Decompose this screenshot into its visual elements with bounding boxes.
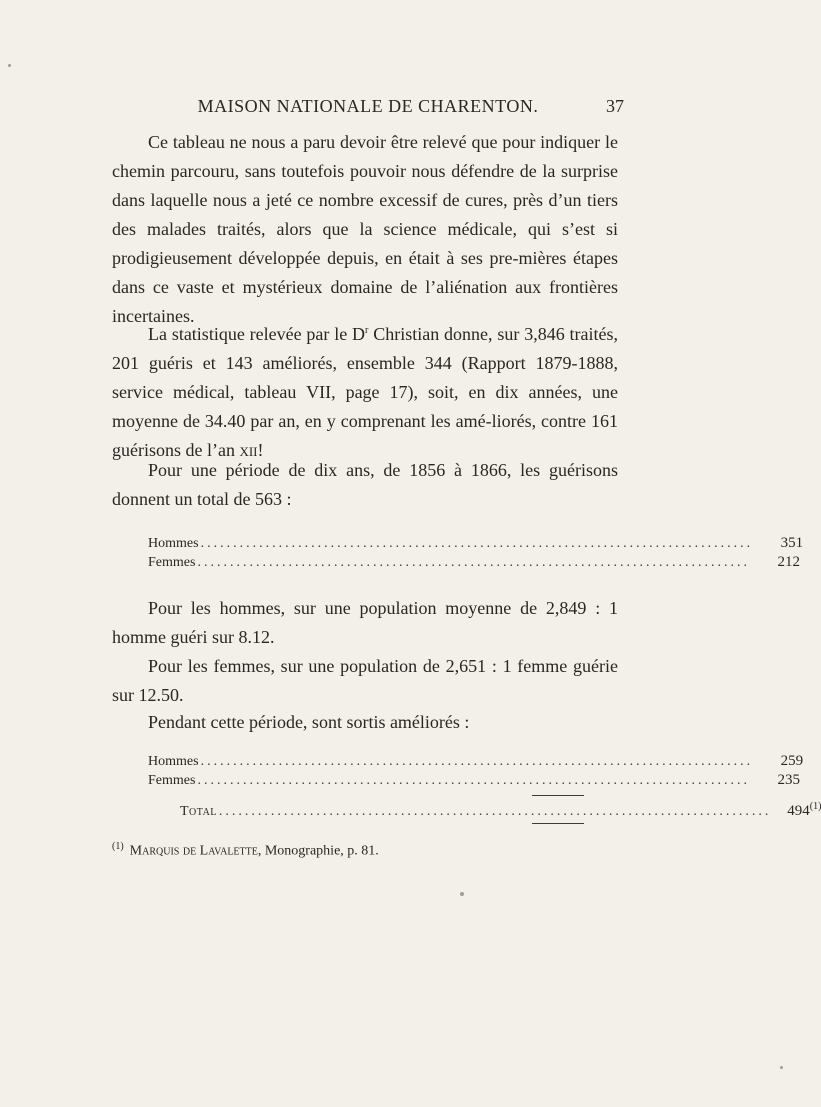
paragraph-6: Pendant cette période, sont sortis améliorés : — [148, 712, 470, 732]
list-item-label: Femmes — [148, 773, 196, 788]
paragraph-2-end: ! — [257, 440, 264, 460]
dot-leader: ..................................................................................... — [200, 754, 754, 769]
page-number: 37 — [606, 96, 624, 116]
footnote-author: Marquis de Lavalette — [129, 843, 258, 859]
doctor-superscript: r — [365, 325, 369, 336]
list-item — [148, 534, 804, 553]
running-title: MAISON NATIONALE DE CHARENTON. — [197, 96, 539, 116]
paragraph-2-part-2: Christian donne, sur 3,846 traités, 201 guéris et 143 améliorés, ensemble 344 (Rapport 1879-1888, service médical, tableau VII, page 17), soit, en dix années, une moyenne de 34.40 par an, en y comprenant les amé-liorés, contre 161 guérisons de l’an — [112, 324, 618, 460]
dot-leader: ..................................................................................... — [200, 536, 754, 551]
total-label: Total — [180, 804, 217, 819]
paragraph-4: Pour les hommes, sur une population moyenne de 2,849 : 1 homme guéri sur 8.12. — [112, 598, 618, 647]
total-number: 494 — [787, 803, 810, 819]
paper-speck — [460, 892, 464, 896]
gueris-list — [148, 534, 804, 572]
list-item-label: Hommes — [148, 536, 199, 551]
list-item — [148, 752, 804, 771]
paragraph-2 — [112, 320, 618, 465]
list-item-label: Hommes — [148, 754, 199, 769]
footnote — [112, 838, 379, 861]
ameliores-list — [148, 752, 821, 821]
list-item — [148, 771, 800, 790]
paper-speck — [8, 64, 11, 67]
list-item — [148, 553, 800, 572]
total-underline — [532, 823, 584, 824]
year-roman-numeral: xii — [239, 440, 258, 460]
paragraph-1: Ce tableau ne nous a paru devoir être relevé que pour indiquer le chemin parcouru, sans toutefois pouvoir nous défendre de la surprise dans laquelle nous a jeté ce nombre excessif de cures, près d’un tiers des malades traités, alors que la science médicale, qui s’est si prodigieusement développée depuis, en était à ses pre-mières étapes dans ce vaste et mystérieux domaine de l’aliénation aux frontières incertaines. — [112, 132, 618, 326]
dot-leader: ..................................................................................... — [197, 773, 750, 788]
paragraph-2-part-1: La statistique relevée par le D — [148, 324, 366, 344]
list-item-label: Femmes — [148, 555, 196, 570]
footnote-text: , Monographie, p. 81. — [257, 843, 379, 859]
total-row — [148, 801, 821, 821]
list-item-value: 235 — [777, 772, 800, 788]
paper-speck — [780, 1066, 783, 1069]
total-value — [777, 802, 821, 821]
dot-leader: ..................................................................................... — [197, 555, 750, 570]
footnote-marker: (1) — [112, 841, 124, 852]
paragraph-5: Pour les femmes, sur une population de 2,651 : 1 femme guérie sur 12.50. — [112, 656, 618, 705]
list-item-value: 212 — [777, 554, 800, 570]
footnote-reference: (1) — [809, 801, 821, 812]
paragraph-3: Pour une période de dix ans, de 1856 à 1866, les guérisons donnent un total de 563 : — [112, 460, 618, 509]
running-header — [112, 96, 624, 122]
list-item-value: 259 — [780, 753, 804, 769]
sum-rule — [532, 795, 584, 796]
list-item-value: 351 — [780, 535, 804, 551]
dot-leader: ..................................................................................... — [218, 804, 772, 819]
